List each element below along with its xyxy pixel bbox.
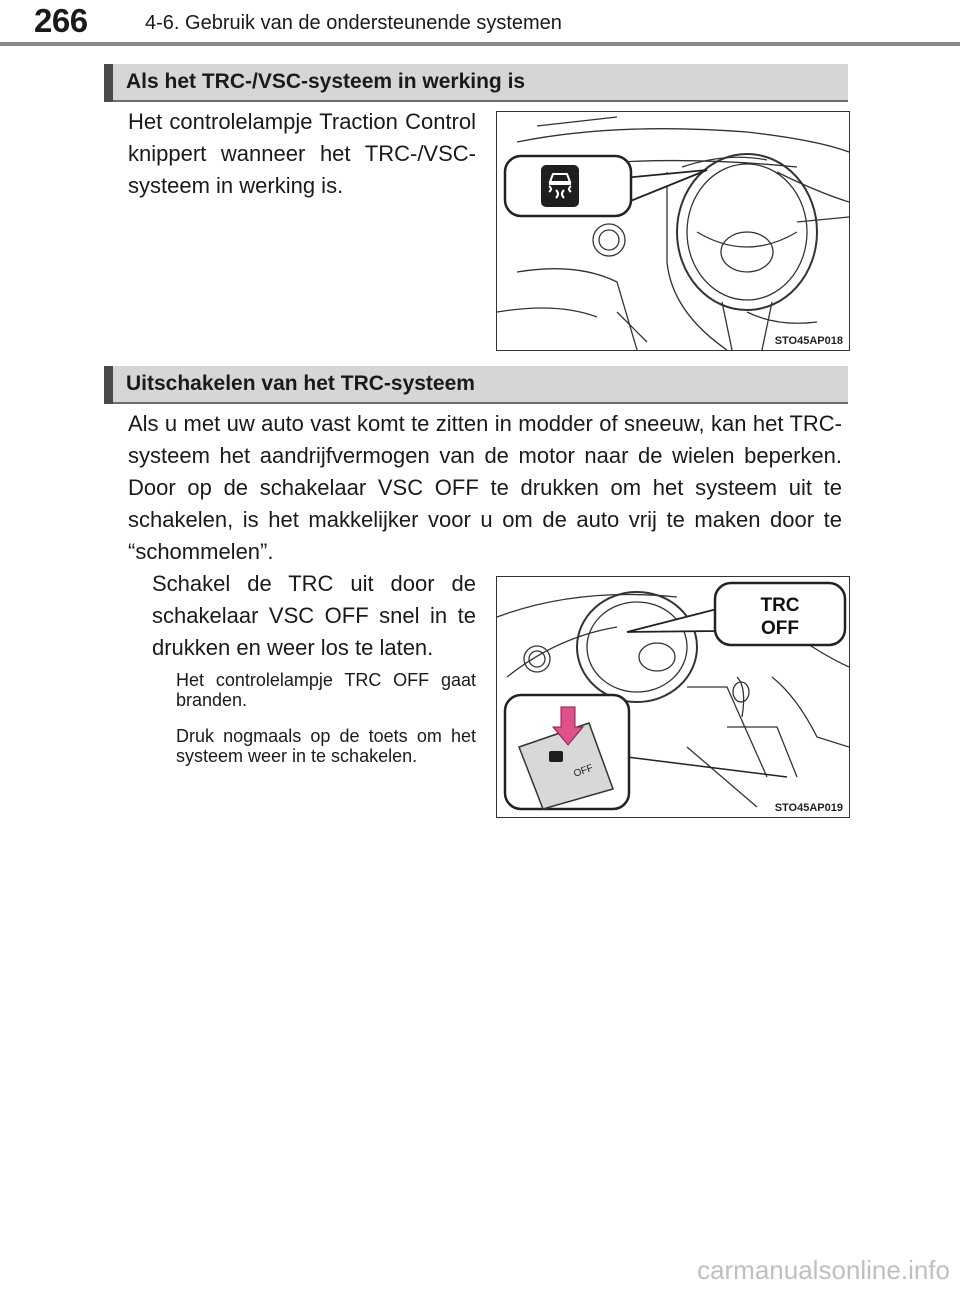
section-heading-label: Als het TRC-/VSC-systeem in werking is (126, 70, 526, 93)
callout-traction-lamp (505, 156, 707, 216)
section-heading-label: Uitschakelen van het TRC-systeem (126, 372, 475, 395)
switch-off-label: OFF (572, 762, 595, 780)
section-marker (104, 366, 113, 404)
dashboard-illustration (496, 111, 850, 351)
callout-off: OFF (761, 618, 799, 639)
section-heading-trc-disable (104, 366, 848, 404)
page-number: 266 (34, 2, 88, 39)
console-drawing (497, 577, 849, 817)
watermark: carmanualsonline.info (697, 1255, 950, 1285)
note-trc-off-lamp: Het controlelampje TRC OFF gaat branden. (176, 670, 476, 710)
callout-trc: TRC (760, 595, 800, 616)
chapter-title: 4-6. Gebruik van de ondersteunende systemen (145, 12, 562, 34)
vsc-off-switch-inset (505, 695, 787, 809)
figure-code: STO45AP019 (774, 802, 843, 814)
section1-paragraph: Het controlelampje Traction Control knippert wanneer het TRC-/VSC-systeem in werking is. (128, 109, 476, 198)
section-heading-trc-vsc-active (104, 64, 848, 102)
step-instruction: Schakel de TRC uit door de schakelaar VSC OFF snel in te drukken en weer los te laten. (152, 571, 476, 660)
section-marker (104, 64, 113, 102)
figure-code: STO45AP018 (774, 335, 843, 347)
note-press-again: Druk nogmaals op de toets om het systeem weer in te schakelen. (176, 726, 476, 766)
console-illustration (496, 576, 850, 818)
vsc-icon (549, 751, 563, 762)
dashboard-drawing (497, 112, 849, 350)
section2-paragraph: Als u met uw auto vast komt te zitten in modder of sneeuw, kan het TRC-systeem het aandrijfvermogen van de motor naar de wielen beperken. Door op de schakelaar VSC OFF te drukken om het systeem uit te schakelen, is het makkelijker voor u om de auto vrij te maken door te “schommelen”. (128, 411, 842, 564)
traction-control-icon (541, 165, 579, 207)
callout-trc-off (627, 583, 845, 645)
header-divider (0, 42, 960, 46)
